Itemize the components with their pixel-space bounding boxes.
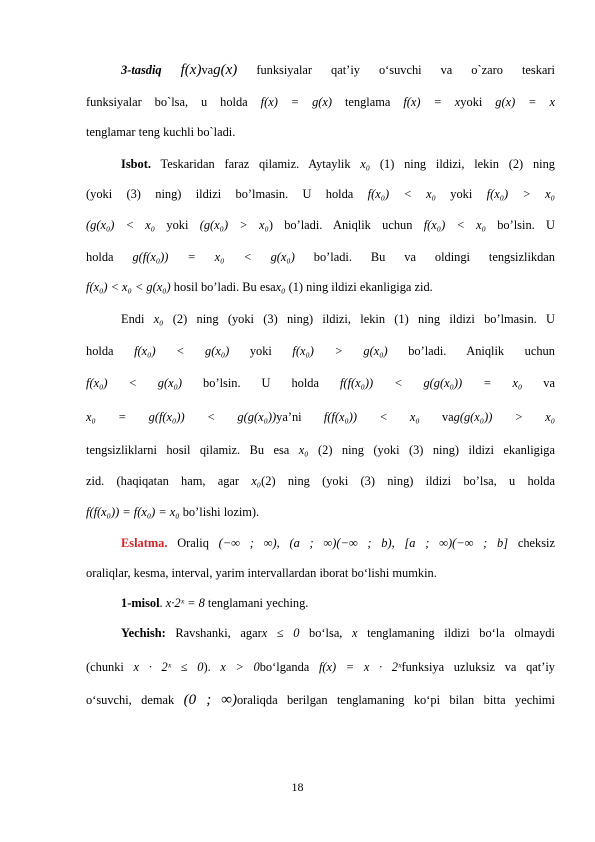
second-text: (2) ning (yoki (3) ning) ildizi ekanligiga xyxy=(318,443,555,457)
proof-text: ) bo’ladi. Aniqlik uchun xyxy=(268,218,413,232)
formula-x0: x₀ xyxy=(251,474,262,488)
second-line-3 xyxy=(86,377,555,389)
text-tenglama: tenglama xyxy=(344,95,391,109)
formula: f(x₀) < g(x₀) xyxy=(86,376,183,390)
solution-line-2 xyxy=(86,661,555,673)
proof-text: (1) ning ildizi, lekin (2) ning xyxy=(379,157,555,171)
example-label: 1-misol xyxy=(121,596,160,610)
proof-line-5 xyxy=(86,281,555,293)
second-line-4 xyxy=(86,411,555,423)
solution-text: bo‘lganda xyxy=(259,660,310,674)
formula: x > 0 xyxy=(220,660,260,674)
second-text: bo’ladi. Aniqlik uchun xyxy=(408,344,555,358)
text-yoki: yoki xyxy=(460,95,483,109)
example-line: 1-misol. x·2ˣ = 8 tenglamani yeching. xyxy=(121,596,309,610)
second-line-1 xyxy=(121,313,555,325)
formula: f(x₀) < g(x₀) xyxy=(134,344,230,358)
formula-f-x: f(x) xyxy=(180,62,202,78)
theorem-line-2 xyxy=(86,96,555,108)
formula: f(f(x₀)) = f(x₀) = x₀ xyxy=(86,505,180,519)
text-va: va xyxy=(201,63,214,77)
formula-eq1: f(x) = g(x) xyxy=(260,95,333,109)
theorem-line-1 xyxy=(121,63,555,78)
proof-text: hosil bo’ladi. Bu esa xyxy=(173,280,276,294)
formula: f(x₀) < x₀ xyxy=(423,218,486,232)
formula-g-x: g(x) xyxy=(213,62,238,78)
second-line-5 xyxy=(86,444,555,456)
second-text: zid. (haqiqatan ham, agar xyxy=(86,474,240,488)
text-holda: holda xyxy=(86,344,114,358)
second-line-6 xyxy=(86,475,555,487)
proof-text: bo’ladi. Bu va oldingi tengsizlikdan xyxy=(313,250,555,264)
text-holda: holda xyxy=(86,250,114,264)
proof-text: Teskaridan faraz qilamiz. Aytaylik xyxy=(160,157,351,171)
theorem-text: funksiyalar bo`lsa, u holda xyxy=(86,95,248,109)
text-yoki: yoki xyxy=(249,344,272,358)
theorem-line-3: tenglamar teng kuchli bo`ladi. xyxy=(86,125,236,139)
solution-text: oraliqda berilgan tenglamaning ko‘pi bilan bitta yechimi xyxy=(236,693,555,707)
formula: x xyxy=(352,626,358,640)
formula-interval: (a ; ∞)(−∞ ; b) xyxy=(289,536,392,550)
text-yoki: yoki xyxy=(450,187,473,201)
formula: (g(x₀) > x₀ xyxy=(199,218,269,232)
formula-eq2: f(x) = x xyxy=(403,95,461,109)
theorem-text: funksiyalar qat’iy o‘suvchi va o`zaro teskari xyxy=(256,63,555,77)
solution-text: Ravshanki, agar xyxy=(175,626,262,640)
note-line-2: oraliqlar, kesma, interval, yarim intervallardan iborat bo‘lishi mumkin. xyxy=(86,566,437,580)
example-text: tenglamani yeching. xyxy=(207,596,309,610)
formula: f(x₀) > x₀ xyxy=(486,187,555,201)
proof-text: (1) ning ildizi ekanligiga zid. xyxy=(288,280,433,294)
formula: f(x) = x · 2ˣ xyxy=(318,660,402,674)
formula-x0: x₀ xyxy=(298,443,309,457)
formula-interval: (−∞ ; ∞) xyxy=(218,536,277,550)
formula: f(x₀) < x₀ < g(x₀) xyxy=(86,280,171,294)
solution-text: o‘suvchi, demak xyxy=(86,693,175,707)
proof-text: bo’lsin. U xyxy=(497,218,555,232)
formula: f(f(x₀)) < x₀ xyxy=(323,410,420,424)
solution-line-3 xyxy=(86,693,555,708)
proof-line-2 xyxy=(86,188,555,200)
formula: (0 ; ∞) xyxy=(183,692,237,708)
solution-text: funksiya uzluksiz va qat’iy xyxy=(401,660,555,674)
proof-line-1 xyxy=(121,158,555,170)
formula: f(f(x₀)) < g(g(x₀)) = x₀ xyxy=(339,376,523,390)
formula: f(x₀) < x₀ xyxy=(367,187,436,201)
formula: g(f(x₀)) = x₀ < g(x₀) xyxy=(132,250,295,264)
solution-label: Yechish: xyxy=(121,626,166,640)
formula: f(x₀) > g(x₀) xyxy=(292,344,388,358)
text-yani: ya’ni xyxy=(276,410,302,424)
proof-text: (yoki (3) ning) ildizi bo’lmasin. U holda xyxy=(86,187,354,201)
formula-interval: [a ; ∞)(−∞ ; b] xyxy=(404,536,509,550)
note-line-1: Eslatma. Oraliq (−∞ ; ∞), (a ; ∞)(−∞ ; b), [a ; ∞)(−∞ ; b] cheksiz xyxy=(121,536,555,550)
formula: (g(x₀) < x₀ xyxy=(86,218,156,232)
text-oraliq: Oraliq xyxy=(177,536,209,550)
note-label: Eslatma. xyxy=(121,536,168,550)
second-text: bo’lsin. U holda xyxy=(203,376,319,390)
formula: g(g(x₀)) > x₀ xyxy=(453,410,556,424)
second-text: bo’lishi lozim). xyxy=(182,505,260,519)
second-text: (2) ning (yoki (3) ning) ildizi bo’lsa, u holda xyxy=(261,474,555,488)
formula: x·2ˣ = 8 xyxy=(165,596,205,610)
formula-eq3: g(x) = x xyxy=(495,95,555,109)
formula-x0: x₀ xyxy=(275,280,286,294)
proof-line-4 xyxy=(86,251,555,263)
formula: x₀ = g(f(x₀)) < g(g(x₀)) xyxy=(86,410,277,424)
second-text: tengsizliklarni hosil qilamiz. Bu esa xyxy=(86,443,290,457)
solution-line-1 xyxy=(121,627,555,639)
formula-x0: x₀ xyxy=(153,312,164,326)
text-yoki: yoki xyxy=(166,218,189,232)
formula-x0: x₀ xyxy=(360,157,371,171)
text-cheksiz: cheksiz xyxy=(517,536,555,550)
proof-line-3 xyxy=(86,219,555,231)
second-line-7 xyxy=(86,506,555,518)
text-va: va xyxy=(543,376,555,390)
second-line-2 xyxy=(86,345,555,357)
theorem-label: 3-tasdiq xyxy=(121,63,162,77)
solution-text: bo‘lsa, xyxy=(309,626,343,640)
solution-text: tenglamaning ildizi bo‘la olmaydi xyxy=(367,626,555,640)
formula: x ≤ 0 xyxy=(261,626,300,640)
formula: x · 2ˣ ≤ 0 xyxy=(133,660,204,674)
text-va: va xyxy=(441,410,454,424)
solution-text: (chunki xyxy=(86,660,124,674)
text-endi: Endi xyxy=(121,312,145,326)
solution-text: ). xyxy=(203,660,211,674)
second-text: (2) ning (yoki (3) ning) ildizi, lekin (1) ning ildizi bo’lmasin. U xyxy=(172,312,555,326)
proof-label: Isbot. xyxy=(121,157,151,171)
page-number: 18 xyxy=(291,780,304,794)
